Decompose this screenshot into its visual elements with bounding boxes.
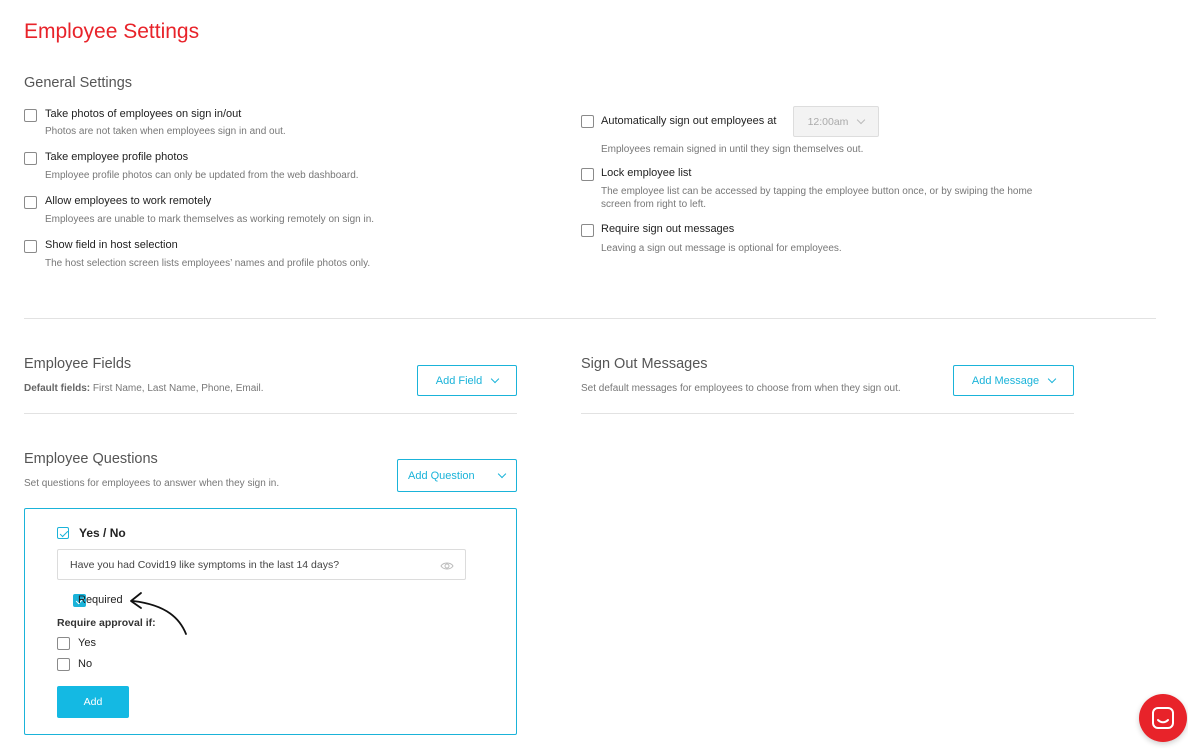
option-desc: Leaving a sign out message is optional for employees. [601, 243, 842, 254]
checkbox-require-messages[interactable] [581, 224, 594, 237]
time-value: 12:00am [807, 115, 849, 128]
option-desc: The host selection screen lists employees’ names and profile photos only. [45, 258, 371, 269]
employee-questions-desc: Set questions for employees to answer when they sign in. [24, 478, 280, 489]
signout-messages-title: Sign Out Messages [581, 356, 708, 372]
section-divider [24, 318, 1156, 319]
eye-icon[interactable] [440, 561, 454, 571]
checkbox-host-selection[interactable] [24, 240, 37, 253]
default-fields-label: Default fields: [24, 383, 91, 394]
employee-questions-title: Employee Questions [24, 451, 158, 467]
approval-no-label: No [78, 658, 93, 670]
add-question-label: Add Question [408, 469, 475, 482]
add-question-submit-button[interactable] [57, 686, 129, 718]
signout-messages-desc: Set default messages for employees to choose from when they sign out. [581, 383, 901, 394]
checkbox-work-remotely[interactable] [24, 196, 37, 209]
option-label: Take photos of employees on sign in/out [45, 108, 242, 120]
chat-icon [1152, 707, 1174, 729]
option-label: Automatically sign out employees at [601, 115, 777, 127]
option-label: Show field in host selection [45, 239, 178, 251]
messages-divider [581, 413, 1074, 414]
option-desc-line2: screen from right to left. [601, 199, 707, 210]
add-message-button[interactable] [953, 365, 1074, 396]
option-desc: Employees are unable to mark themselves as working remotely on sign in. [45, 214, 375, 225]
option-desc: Employee profile photos can only be updated from the web dashboard. [45, 170, 359, 181]
employee-fields-desc [24, 382, 264, 395]
option-desc-line1: The employee list can be accessed by tapping the employee button once, or by swiping the home [601, 186, 1033, 197]
question-type-checkbox[interactable] [57, 527, 69, 539]
approval-yes-label: Yes [78, 637, 96, 649]
checkbox-auto-signout[interactable] [581, 115, 594, 128]
option-label: Lock employee list [601, 167, 692, 179]
add-message-label: Add Message [971, 374, 1040, 387]
approval-no-checkbox[interactable] [57, 658, 70, 671]
page-title: Employee Settings [24, 20, 200, 43]
add-field-button[interactable] [417, 365, 517, 396]
question-card [24, 508, 517, 735]
option-label: Allow employees to work remotely [45, 195, 212, 207]
auto-signout-time-select[interactable] [793, 106, 879, 137]
chevron-down-icon [498, 470, 506, 478]
question-input[interactable] [57, 549, 466, 580]
chevron-down-icon [857, 116, 865, 124]
option-label: Require sign out messages [601, 223, 735, 235]
add-question-button[interactable] [397, 459, 517, 492]
checkbox-profile-photos[interactable] [24, 152, 37, 165]
required-label: Required [78, 594, 123, 606]
chevron-down-icon [1048, 375, 1056, 383]
checkbox-photos-sign-in-out[interactable] [24, 109, 37, 122]
add-button-label: Add [83, 696, 103, 708]
option-auto-signout [581, 106, 901, 156]
checkbox-lock-list[interactable] [581, 168, 594, 181]
add-field-label: Add Field [435, 374, 483, 387]
option-desc: Photos are not taken when employees sign in and out. [45, 126, 286, 137]
hand-drawn-arrow-icon [125, 589, 189, 637]
default-fields-list: First Name, Last Name, Phone, Email. [90, 383, 264, 394]
option-label: Take employee profile photos [45, 151, 189, 163]
question-text: Have you had Covid19 like symptoms in the last 14 days? [70, 558, 340, 571]
employee-fields-title: Employee Fields [24, 356, 132, 372]
fields-divider [24, 413, 517, 414]
chat-launcher-button[interactable] [1139, 694, 1187, 742]
question-type-label: Yes / No [79, 526, 126, 540]
approval-label: Require approval if: [57, 617, 156, 629]
general-settings-title: General Settings [24, 75, 133, 91]
approval-yes-checkbox[interactable] [57, 637, 70, 650]
option-desc: Employees remain signed in until they sign themselves out. [601, 144, 864, 155]
chevron-down-icon [491, 375, 499, 383]
